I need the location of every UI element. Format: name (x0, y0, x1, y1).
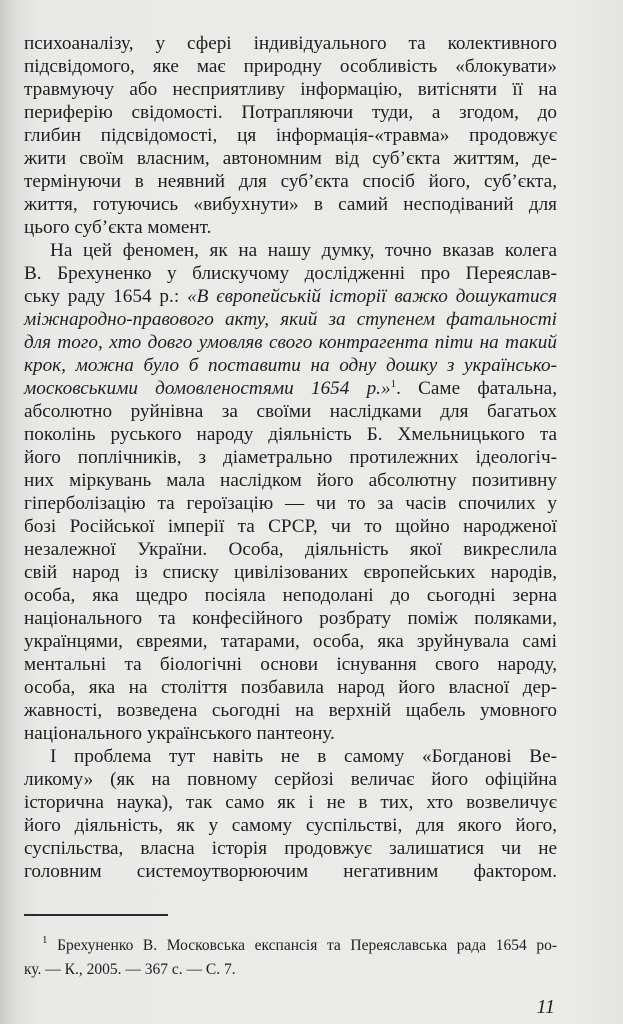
text-line (24, 78, 557, 101)
text-line (24, 101, 557, 124)
footnote-divider (24, 914, 168, 916)
footnote (24, 934, 557, 982)
text-line (24, 515, 557, 538)
text-line (24, 216, 557, 239)
text-segment: суспільства, власна історія продовжує залишатися чи не (24, 838, 557, 859)
text-line (24, 653, 557, 676)
text-segment: ментальні та біологічні основи існування свого народу, (24, 654, 557, 675)
text-line (24, 561, 557, 584)
text-line (24, 354, 557, 377)
text-line (24, 193, 557, 216)
text-line (24, 446, 557, 469)
text-segment: українцями, євреями, татарами, особа, яка зруйнувала самі (24, 631, 557, 652)
text-segment: глибин підсвідомості, ця інформація-«травма» продовжує (24, 125, 557, 146)
text-segment: національного та конфесійного розбрату поміж поляками, (24, 608, 557, 629)
quote-text: крок, можна було б поставити на одну дошку з українсько- (24, 355, 557, 376)
quote-text: московськими домовленостями 1654 р.» (24, 378, 391, 399)
text-line (24, 837, 557, 860)
text-segment: особа, яка щедро посіяла неподолані до сьогодні зерна (24, 585, 557, 606)
text-segment: термінуючи в неявний для суб’єкта спосіб його, суб’єкта, (24, 171, 557, 192)
footnote-line (24, 934, 557, 958)
quote-text: міжнародно-правового акту, який за ступенем фатальності (24, 309, 557, 330)
text-line (24, 860, 557, 883)
text-line (24, 814, 557, 837)
text-line (24, 676, 557, 699)
quote-text: «В європейській історії важко дошукатися (187, 286, 557, 307)
text-line (24, 285, 557, 308)
text-segment: Брехуненко В. Московська експансія та Переяславська рада 1654 ро- (47, 937, 557, 954)
text-segment: історична наука), так само як і не в тих, хто возвеличує (24, 792, 557, 813)
text-segment: ликому» (як на повному серйозі величає його офіційна (24, 769, 557, 790)
text-line (24, 423, 557, 446)
text-line (24, 239, 557, 262)
text-segment: жити своїм власним, автономним від суб’єкта життям, де- (24, 148, 557, 169)
text-segment: поколінь руського народу діяльність Б. Хмельницького та (24, 424, 557, 445)
text-segment: абсолютно руйнівна за своїми наслідками для багатьох (24, 401, 557, 422)
footnote-marker: 1 (390, 378, 397, 390)
text-segment: головним системоутворюючим негативним фактором. (24, 861, 557, 882)
text-line (24, 492, 557, 515)
text-segment: периферію свідомості. Потрапляючи туди, а згодом, до (24, 102, 557, 123)
text-line (24, 791, 557, 814)
text-segment: гіперболізацію та героїзацію — чи то за часів спочилих у (24, 493, 557, 514)
text-segment: національного українського пантеону. (24, 723, 335, 744)
text-segment: свій народ із списку цивілізованих європейських народів, (24, 562, 557, 583)
text-line (24, 630, 557, 653)
text-segment: жавності, возведена сьогодні на верхній щабель умовного (24, 700, 557, 721)
text-line (24, 607, 557, 630)
text-segment: травмуючу або несприятливу інформацію, витісняти її на (24, 79, 557, 100)
text-segment: психоаналізу, у сфері індивідуального та колективного (24, 33, 557, 54)
text-segment: ку. — К., 2005. — 367 с. — С. 7. (24, 961, 236, 978)
quote-text: для того, хто довго умовляв свого контрагента піти на такий (24, 332, 557, 353)
text-segment: бозі Російської імперії та СРСР, чи то щойно народженої (24, 516, 557, 537)
text-line (24, 469, 557, 492)
text-line (24, 147, 557, 170)
text-line (24, 170, 557, 193)
text-line (24, 400, 557, 423)
text-segment: життя, готуючись «вибухнути» в самий несподіваний для (24, 194, 557, 215)
footnote-line (24, 958, 557, 982)
text-segment: . Саме фатальна, (396, 378, 557, 399)
text-line (24, 722, 557, 745)
text-line (24, 745, 557, 768)
text-line (24, 32, 557, 55)
text-segment: них міркувань мала наслідком його абсолютну позитивну (24, 470, 557, 491)
text-line (24, 377, 557, 400)
page-number: 11 (536, 996, 555, 1018)
text-line (24, 699, 557, 722)
body-text (24, 32, 557, 883)
text-line (24, 124, 557, 147)
text-line (24, 308, 557, 331)
text-segment: його діяльність, як у самому суспільстві, для якого його, (24, 815, 557, 836)
text-line (24, 331, 557, 354)
text-line (24, 768, 557, 791)
text-line (24, 538, 557, 561)
text-segment: цього суб’єкта момент. (24, 217, 212, 238)
text-segment: На цей феномен, як на нашу думку, точно вказав колега (50, 240, 557, 261)
text-segment: незалежної України. Особа, діяльність якої викреслила (24, 539, 557, 560)
text-segment: І проблема тут навіть не в самому «Богданові Ве- (50, 746, 557, 767)
footnote-marker: 1 (42, 934, 48, 946)
text-segment: ську раду 1654 р.: (24, 286, 188, 307)
text-segment: особа, яка на століття позбавила народ його власної дер- (24, 677, 557, 698)
text-segment: В. Брехуненко у блискучому дослідженні про Переяслав- (24, 263, 557, 284)
text-segment: його поплічників, з діаметрально протилежних ідеологіч- (24, 447, 557, 468)
text-line (24, 262, 557, 285)
text-line (24, 55, 557, 78)
text-segment: підсвідомого, яке має природну особливість «блокувати» (24, 56, 557, 77)
text-line (24, 584, 557, 607)
